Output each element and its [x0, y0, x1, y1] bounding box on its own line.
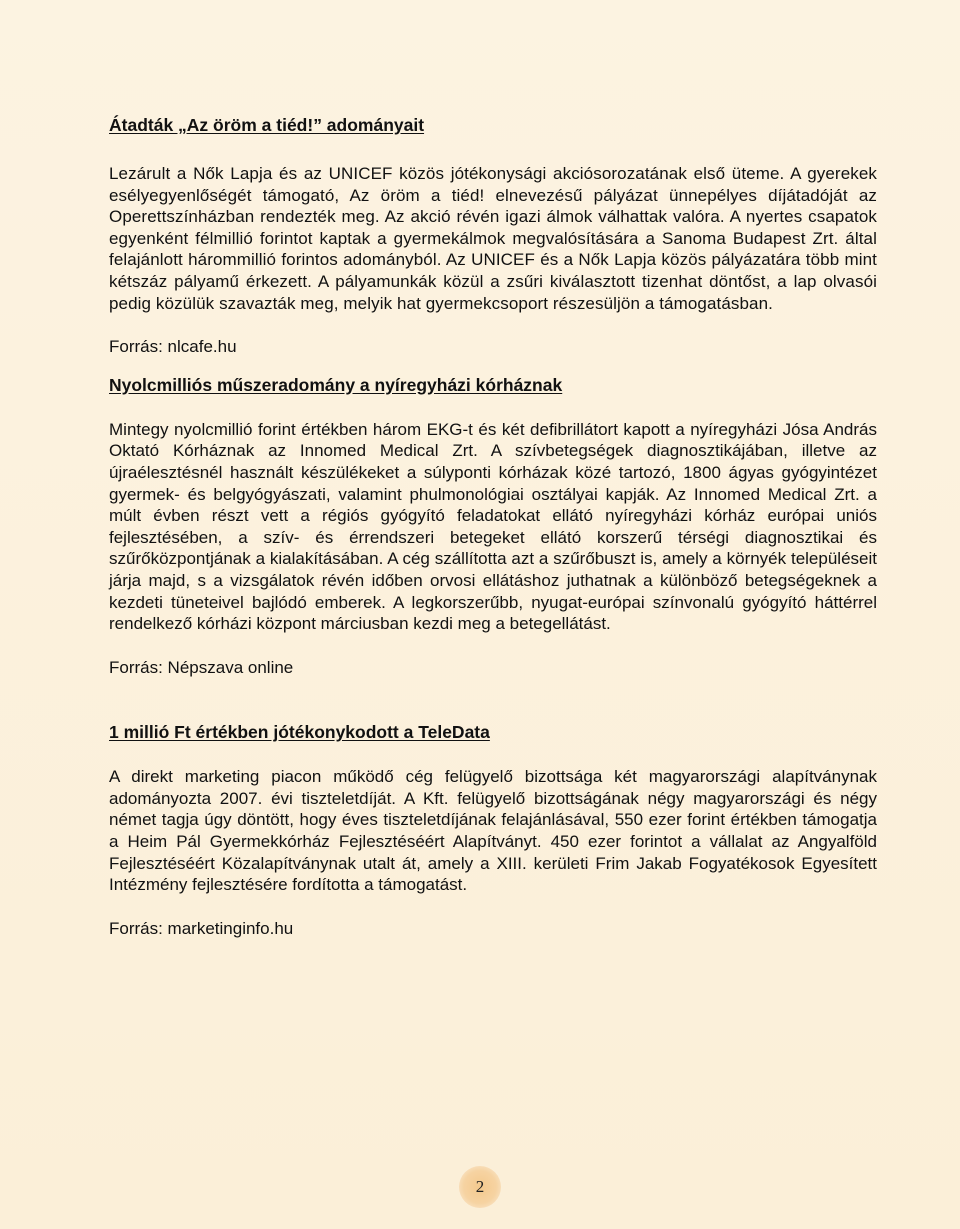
article-body: A direkt marketing piacon működő cég felügyelő bizottsága két magyarországi alapítványnak adományozta 2007. évi tiszteletdíját. A Kft. felügyelő bizottságának négy magyarországi és négy német tagja úgy döntött, hogy éves tiszteletdíjának felajánlásával, 550 ezer forint értékben támogatja a Heim Pál Gyermekkórház Fejlesztéséért Alapítványt. 450 ezer forintot a vállalat az Angyalföld Fejlesztéséért Közalapítványnak utalt át, amely a XIII. kerületi Frim Jakab Fogyatékosok Egyesített Intézmény fejlesztésére fordította a támogatást.: [109, 767, 877, 895]
page-number: 2: [459, 1166, 501, 1208]
page-content: [109, 110, 877, 939]
article-title: Nyolcmilliós műszeradomány a nyíregyházi kórháznak: [109, 374, 563, 395]
article-unicef: [109, 114, 877, 358]
article-source: Forrás: Népszava online: [109, 657, 294, 677]
article-body: Lezárult a Nők Lapja és az UNICEF közös jótékonysági akciósorozatának első üteme. A gyerekek esélyegyenlőségét támogató, Az öröm a tiéd! elnevezésű pályázat ünnepélyes díjátadóját az Operettszínházban rendezték meg. Az akció révén igazi álmok válhattak valóra. A nyertes csapatok egyenként félmillió forintot kaptak a gyermekálmok megvalósítására a Sanoma Budapest Zrt. által felajánlott hárommillió forintos adományból. Az UNICEF és a Nők Lapja közös pályázatára több mint kétszáz pályamű érkezett. A pályamunkák közül a zsűri kiválasztott tizenhat döntőst, a lap olvasói pedig közülük szavazták meg, melyik hat gyermekcsoport részesüljön a támogatásban.: [109, 164, 877, 313]
article-title: 1 millió Ft értékben jótékonykodott a TeleData: [109, 722, 490, 743]
article-title: Átadták „Az öröm a tiéd!” adományait: [109, 115, 425, 135]
article-source: Forrás: nlcafe.hu: [109, 337, 237, 357]
article-body: Mintegy nyolcmillió forint értékben három EKG-t és két defibrillátort kapott a nyíregyházi Jósa András Oktató Kórháznak az Innomed Medical Zrt. A szívbetegségek diagnosztikájában, illetve az újraélesztésnél használt készülékeket a súlyponti kórházak közé tartozó, 1800 ágyas gyógyintézet gyermek- és belgyógyászati, valamint phulmonológiai osztályai kapják. Az Innomed Medical Zrt. a múlt évben részt vett a régiós gyógyító feladatokat ellátó nyíregyházi kórház európai uniós fejlesztésében, a szív- és érrendszeri betegeket ellátó korszerű térségi diagnosztikai és szűrőközpontjának a kialakításában. A cég szállította azt a szűrőbuszt is, amely a környék településeit járja majd, s a vizsgálatok révén időben orvosi ellátáshoz juthatnak a különböző betegségeknek a kezdeti tüneteivel bajlódó emberek. A legkorszerűbb, nyugat-európai színvonalú gyógyító háttérrel rendelkező kórházi központ márciusban kezdi meg a betegellátást.: [109, 419, 877, 634]
article-source: Forrás: marketinginfo.hu: [109, 918, 294, 938]
article-hospital: [109, 374, 877, 679]
article-teledata: [109, 721, 877, 939]
